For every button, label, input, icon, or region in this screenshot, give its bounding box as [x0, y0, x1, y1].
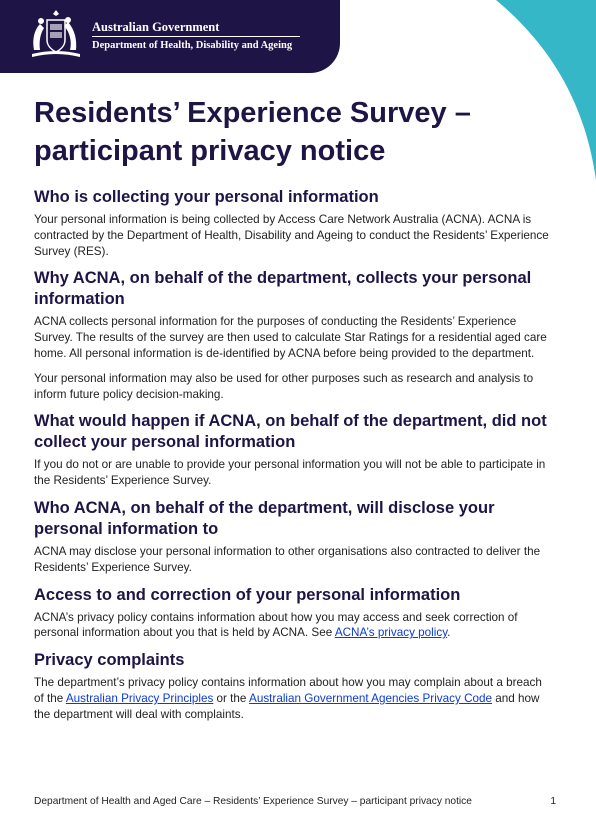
section-heading: Why ACNA, on behalf of the department, collects your personal information: [34, 269, 532, 309]
paragraph: [34, 610, 554, 642]
section-heading: What would happen if ACNA, on behalf of the department, did not collect your personal information: [34, 412, 547, 452]
section-heading: Who ACNA, on behalf of the department, will disclose your personal information to: [34, 498, 495, 538]
paragraph-text: or the: [213, 691, 250, 705]
divider: [92, 36, 300, 37]
document-body: [34, 94, 554, 732]
page-title: [34, 94, 554, 170]
paragraph: ACNA collects personal information for the purposes of conducting the Residents’ Experience Survey. The results of the survey are then used to calculate Star Ratings for a residential aged care home. All personal information is de-identified by ACNA before being provided to the department.: [34, 315, 547, 360]
paragraph: If you do not or are unable to provide your personal information you will not be able to participate in the Residents’ Experience Survey.: [34, 458, 546, 488]
acna-privacy-policy-link[interactable]: ACNA’s privacy policy: [334, 626, 448, 640]
page-footer: [34, 796, 556, 807]
paragraph: [34, 675, 554, 722]
footer-text: Department of Health and Aged Care – Residents’ Experience Survey – participant privacy notice: [34, 796, 472, 807]
australian-privacy-principles-link[interactable]: Australian Privacy Principles: [65, 691, 214, 705]
paragraph: ACNA may disclose your personal information to other organisations also contracted to deliver the Residents’ Experience Survey.: [34, 544, 541, 574]
section-heading: Access to and correction of your personal information: [34, 585, 461, 604]
section-heading: Privacy complaints: [34, 651, 185, 670]
title-line-1: Residents’ Experience Survey –: [34, 97, 471, 129]
paragraph-text: .: [447, 626, 451, 640]
paragraph-text: and how the department will deal with complaints.: [34, 691, 540, 721]
coat-of-arms-icon: [26, 10, 86, 60]
title-line-2: participant privacy notice: [34, 135, 386, 167]
page-number: 1: [550, 796, 556, 807]
paragraph: Your personal information is being collected by Access Care Network Australia (ACNA). ACNA is contracted by the Department of Health, Disability and Ageing to conduct the Residents’ Experience Survey (RES).: [34, 213, 549, 258]
department-name: Department of Health, Disability and Ageing: [92, 40, 293, 51]
agencies-privacy-code-link[interactable]: Australian Government Agencies Privacy Code: [249, 691, 493, 705]
paragraph: Your personal information may also be used for other purposes such as research and analysis to inform future policy decision-making.: [34, 371, 534, 401]
paragraph-text: The department’s privacy policy contains information about how you may complain about a breach of the: [34, 676, 542, 705]
government-banner: [0, 0, 340, 73]
paragraph-text: ACNA’s privacy policy contains information about how you may access and seek correction of personal information about you that is held by ACNA. See: [34, 610, 518, 640]
section-heading: Who is collecting your personal information: [34, 188, 379, 206]
government-name: Australian Government: [92, 20, 220, 34]
